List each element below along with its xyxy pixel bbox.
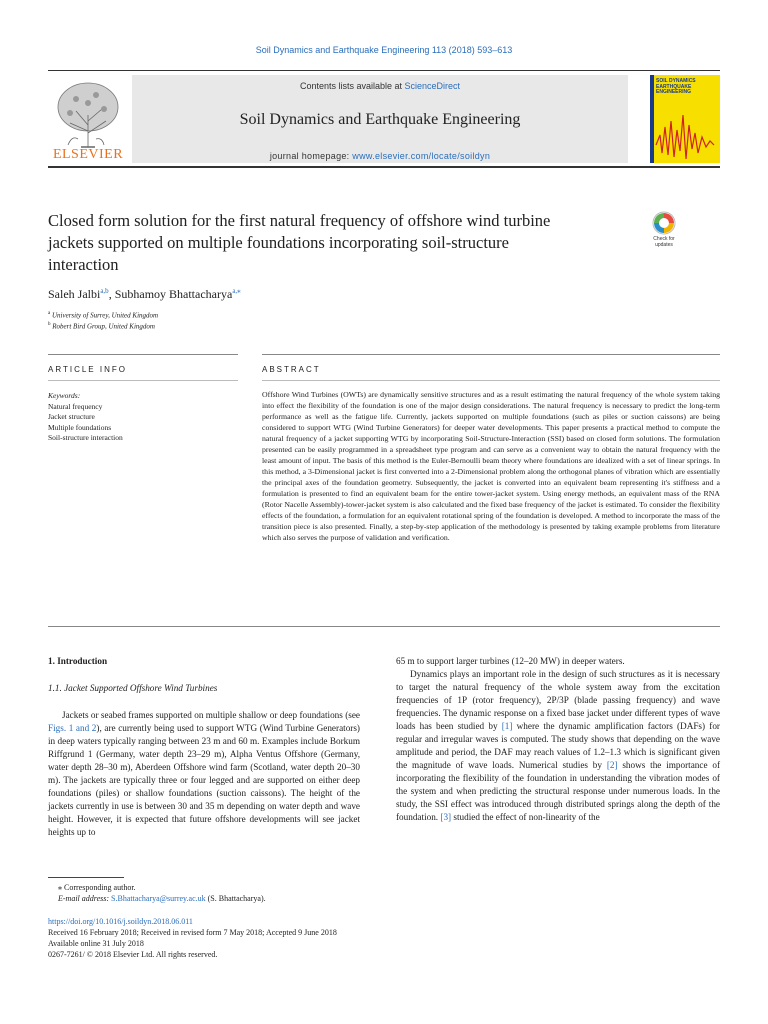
- homepage-line: [132, 151, 628, 161]
- paper-title: [48, 210, 638, 276]
- contents-prefix: Contents lists available at: [299, 81, 405, 91]
- affiliation-a: [48, 311, 158, 319]
- crossmark-label[interactable]: Check for updates: [653, 236, 675, 248]
- keywords-label: Keywords:: [48, 391, 81, 400]
- email-label: E-mail address:: [58, 894, 112, 903]
- reference-link[interactable]: [1]: [501, 721, 513, 731]
- author2-affil-mark[interactable]: a,⁎: [232, 287, 241, 295]
- contents-line: [132, 81, 628, 91]
- title-line-2: jackets supported on multiple foundations incorporating soil-structure: [48, 233, 509, 252]
- crossmark-icon[interactable]: [644, 210, 684, 256]
- abstract-bottom-rule: [48, 626, 720, 627]
- article-info-heading: ARTICLE INFO: [48, 365, 127, 374]
- corresponding-text: Corresponding author.: [62, 883, 136, 892]
- abstract-rule-top: [262, 354, 720, 355]
- body-column-left: [48, 655, 360, 839]
- body-paragraph: [48, 709, 360, 839]
- affil-b-text: Robert Bird Group, United Kingdom: [52, 322, 155, 331]
- footnote-mark: ⁎: [58, 883, 62, 892]
- elsevier-wordmark: ELSEVIER: [52, 147, 124, 162]
- keyword-item: Natural frequency: [48, 401, 103, 411]
- abstract-text: Offshore Wind Turbines (OWTs) are dynamically sensitive structures and as a result estimating the natural frequency of the whole system taking into effect the flexibility of the foundation is one of the major design considerations. The natural frequency is necessary to predict the long-term performance as well as the fatigue life. Currently, jackets supported on multiple foundations (such as piles or suction caissons) are being considered to support WTG (Wind Turbine Generators) for deeper water developments. This paper presents a practical method to compute the natural frequency of a jacket supporting WTG by incorporating Soil-Structure-Interaction (SSI) based on closed form solutions. The formulation presented can be easily programmed in a spreadsheet type program and can serve as a convenient way to obtain the natural frequency with the least amount of input. The basis of this method is the Euler-Bernoulli beam theory where foundations are idealized with a set of linear springs. In this method, a 3-Dimensional jacket is first converted into a 2-Dimensional problem along the orthogonal planes of vibration which are essentially the principal axes of the foundation geometry. Subsequently, the jacket is converted into an equivalent beam representing it's stiffness and a formulation is presented to find an equivalent beam for the entire tower-jacket system. Using energy methods, an equivalent mass of the RNA (Rotor Nacelle Assembly)-tower-jacket system is also calculated and the fixed base frequency of the jacket is estimated. To consider the flexibility effects of the foundation, a formulation for an equivalent rotational spring of the foundation is developed. A method to incorporate the mass of the transition piece is also presented. Finally, a step-by-step application of the methodology is presented by taking example problems from literature which also serves the purpose of validation and verification.: [262, 390, 720, 542]
- section-heading-introduction: 1. Introduction: [48, 656, 108, 666]
- body-paragraph: [396, 668, 720, 824]
- affil-a-text: University of Surrey, United Kingdom: [51, 311, 159, 320]
- body-column-right: [396, 655, 720, 824]
- author-bhattacharya: Subhamoy Bhattacharya: [114, 287, 233, 301]
- copyright: 0267-7261/ © 2018 Elsevier Ltd. All rights reserved.: [48, 950, 218, 959]
- body-paragraph: 65 m to support larger turbines (12–20 MW) in deeper waters.: [396, 656, 625, 666]
- journal-reference[interactable]: Soil Dynamics and Earthquake Engineering 113 (2018) 593–613: [255, 45, 513, 55]
- cover-text: SOIL DYNAMICS EARTHQUAKE ENGINEERING: [656, 78, 696, 95]
- authors: [48, 287, 241, 302]
- homepage-label: journal homepage:: [269, 151, 353, 161]
- abstract-heading: ABSTRACT: [262, 365, 321, 374]
- affiliation-b: [48, 322, 155, 330]
- doi-link[interactable]: https://doi.org/10.1016/j.soildyn.2018.06.011: [48, 917, 193, 926]
- cover-seismograph-icon: [650, 75, 720, 163]
- text-run: ), are currently being used to support WTG (Wind Turbine Generators) in deep waters typically ranging between 23 m and 60 m. Examples include Borkum Riffgrund 1 (Germany, water depth 23–29 m), Alpha Ventus Offshore (Germany, water depth 28–30 m), Aberdeen Offshore wind farm (Scotland, water depth 20–30 m). The jackets are typically three or four legged and are supported on either deep foundations (piles) or shallow foundations (suction caissons). The height of the jackets currently in use is between 30 and 35 m depending on water depth and wave height. However, it is expected that future offshore developments will see jacket heights up to: [48, 723, 360, 837]
- keyword-item: Soil-structure interaction: [48, 433, 123, 442]
- online-date: Available online 31 July 2018: [48, 939, 144, 948]
- text-run: studied the effect of non-linearity of the: [451, 812, 600, 822]
- journal-cover-image[interactable]: [650, 75, 720, 163]
- subsection-heading: 1.1. Jacket Supported Offshore Wind Turbines: [48, 683, 218, 693]
- corresponding-author-note: [48, 882, 448, 893]
- homepage-link[interactable]: www.elsevier.com/locate/soildyn: [352, 151, 491, 161]
- affil-b-mark: b: [48, 322, 51, 327]
- reference-link[interactable]: [2]: [606, 760, 618, 770]
- sciencedirect-link[interactable]: ScienceDirect: [404, 81, 461, 91]
- text-run: Jackets or seabed frames supported on multiple shallow or deep foundations (see: [62, 710, 360, 720]
- article-info-rule: [48, 354, 238, 355]
- publication-info: [48, 916, 548, 960]
- keyword-item: Jacket structure: [48, 412, 95, 421]
- email-suffix: (S. Bhattacharya).: [205, 894, 266, 903]
- masthead: [48, 70, 720, 168]
- footnotes: [48, 882, 448, 904]
- keyword-item: Multiple foundations: [48, 422, 112, 432]
- title-line-3: interaction: [48, 255, 119, 274]
- email-link[interactable]: S.Bhattacharya@surrey.ac.uk: [111, 894, 206, 903]
- reference-link[interactable]: [3]: [440, 812, 452, 822]
- affil-a-mark: a: [48, 311, 51, 316]
- title-line-1: Closed form solution for the first natural frequency of offshore wind turbine: [48, 211, 551, 230]
- author1-affil-mark[interactable]: a,b: [100, 287, 109, 295]
- keywords-block: [48, 391, 228, 444]
- figure-link[interactable]: Figs. 1 and 2: [48, 723, 97, 733]
- text-run: shows the importance of incorporating the flexibility of the foundation in understanding the vibration modes of the system and when predicting the structural response under numerous loads. In the study, the SSI effect was introduced through distributed springs along the depth of the foundation.: [396, 760, 720, 822]
- author-separator: ,: [108, 287, 115, 301]
- text-run: Dynamics plays an important role in the design of such structures as it is necessary to target the natural frequency of the whole system away from the excitation frequencies of 1P (rotor frequency), 2P/3P (blade passing frequency) and wave frequencies. The dynamic response on a fixed base jacket under different types of wave loads has been studied by: [396, 669, 720, 731]
- abstract-rule-2: [262, 380, 720, 381]
- email-note: [48, 893, 448, 904]
- masthead-center: [132, 75, 628, 163]
- author-jalbi: Saleh Jalbi: [48, 287, 101, 301]
- footnote-rule: [48, 877, 124, 878]
- article-info-rule-2: [48, 380, 238, 381]
- text-run: where the dynamic amplification factors (DAFs) for regular and irregular waves is computed. The study shows that depending on the wave amplitude and period, the DAF may reach values of 1.2–1.3 which is significant given the magnitude of wave loads. Numerical studies by: [396, 721, 720, 770]
- journal-title: Soil Dynamics and Earthquake Engineering: [239, 111, 521, 128]
- received-dates: Received 16 February 2018; Received in revised form 7 May 2018; Accepted 9 June 2018: [48, 928, 337, 937]
